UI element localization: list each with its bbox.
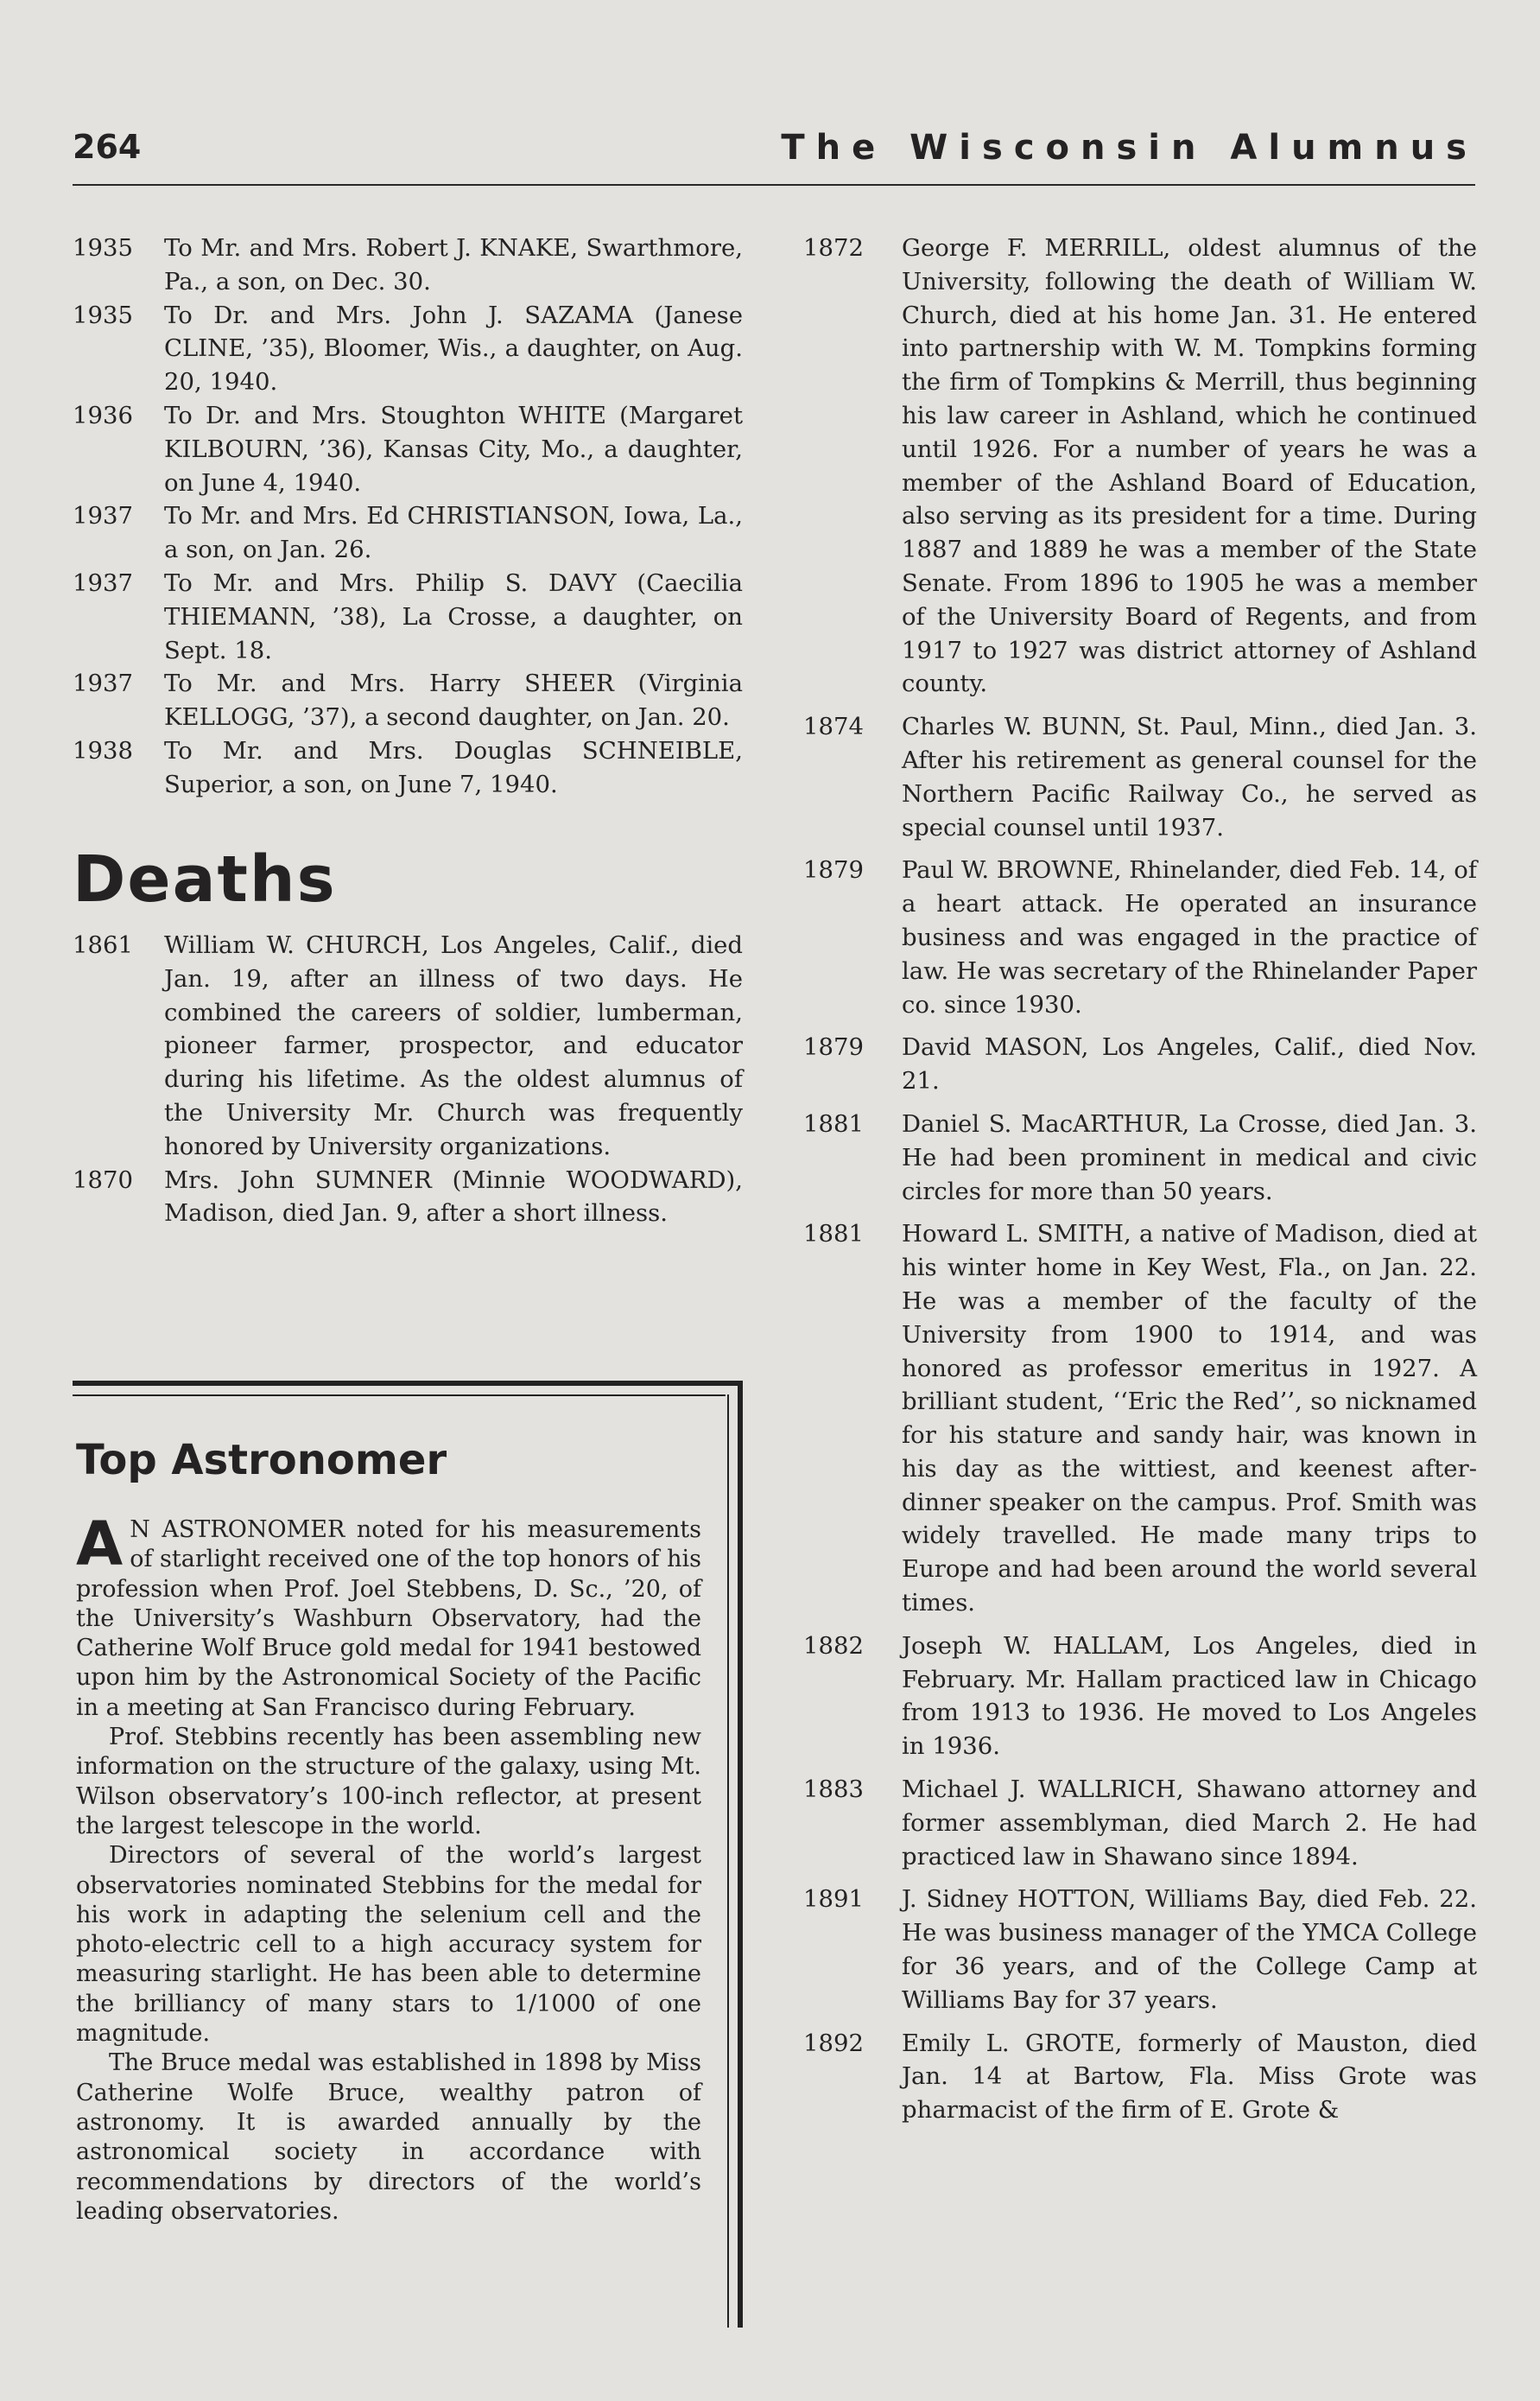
list-item <box>73 232 743 299</box>
sidebar-box <box>73 1381 743 2328</box>
entry-text: To Mr. and Mrs. Ed CHRISTIANSON, Iowa, La., a son, on Jan. 26. <box>164 502 743 564</box>
sidebar-paragraph <box>76 1509 701 1723</box>
entry-year: 1881 <box>803 1220 864 1248</box>
entry-text: Daniel S. MacARTHUR, La Crosse, died Jan. 3. He had been prominent in medical and civic circles for more than 50 years. <box>902 1109 1477 1205</box>
deaths-list-left <box>73 929 743 1230</box>
box-rule <box>73 1394 726 1396</box>
entry-text: Charles W. BUNN, St. Paul, Minn., died Jan. 3. After his retirement as general counsel for the Northern Pacific Railway Co., he served as special counsel until 1937. <box>902 713 1477 842</box>
entry-year: 1883 <box>803 1775 864 1804</box>
list-item <box>73 1164 743 1231</box>
left-column <box>73 232 743 1230</box>
right-column <box>803 232 1477 2137</box>
list-item <box>803 232 1477 701</box>
list-item <box>803 2027 1477 2127</box>
entry-year: 1882 <box>803 1631 864 1660</box>
entry-year: 1872 <box>803 234 864 262</box>
entry-year: 1879 <box>803 1033 864 1062</box>
sidebar-body <box>76 1509 701 2226</box>
entry-text: J. Sidney HOTTON, Williams Bay, died Feb. 22. He was business manager of the YMCA College for 36 years, and of the College Camp at Williams Bay for 37 years. <box>902 1885 1477 2014</box>
list-item <box>73 299 743 399</box>
entry-text: George F. MERRILL, oldest alumnus of the University, following the death of William W. Church, died at his home Jan. 31. He entered into partnership with W. M. Tompkins forming the firm of Tompkins & Merrill, thus beginning his law career in Ashland, which he continued until 1926. For a number of years he was a member of the Ashland Board of Education, also serving as its president for a time. During 1887 and 1889 he was a member of the State Senate. From 1896 to 1905 he was a member of the University Board of Regents, and from 1917 to 1927 was district attorney of Ashland county. <box>902 234 1477 698</box>
list-item <box>803 1108 1477 1208</box>
header-rule <box>73 184 1475 186</box>
entry-year: 1861 <box>73 931 133 959</box>
list-item <box>73 929 743 1164</box>
entry-year: 1870 <box>73 1166 133 1194</box>
births-list <box>73 232 743 802</box>
list-item <box>73 499 743 567</box>
list-item <box>803 1883 1477 2017</box>
entry-text: To Dr. and Mrs. Stoughton WHITE (Margaret KILBOURN, ’36), Kansas City, Mo., a daughter, on June 4, 1940. <box>164 401 743 497</box>
entry-text: David MASON, Los Angeles, Calif., died Nov. 21. <box>902 1033 1477 1096</box>
list-item <box>73 567 743 667</box>
entry-year: 1936 <box>73 401 133 429</box>
entry-text: To Mr. and Mrs. Douglas SCHNEIBLE, Superior, a son, on June 7, 1940. <box>164 736 743 798</box>
entry-text: To Mr. and Mrs. Robert J. KNAKE, Swarthmore, Pa., a son, on Dec. 30. <box>164 234 743 295</box>
list-item <box>73 734 743 802</box>
box-rule-vertical <box>727 1394 729 2328</box>
journal-title: The Wisconsin Alumnus <box>781 128 1478 168</box>
entry-year: 1937 <box>73 670 133 698</box>
drop-cap: A <box>76 1509 124 1579</box>
list-item <box>803 1629 1477 1763</box>
entry-year: 1935 <box>73 234 133 262</box>
entry-text: Emily L. GROTE, formerly of Mauston, died Jan. 14 at Bartow, Fla. Miss Grote was pharmacist of the firm of E. Grote & <box>902 2029 1477 2125</box>
sidebar-paragraph: The Bruce medal was established in 1898 by Miss Catherine Wolfe Bruce, wealthy patron of astronomy. It is awarded annually by the astronomical society in accordance with recommendations by directors of the world’s leading observatories. <box>76 2049 701 2225</box>
sidebar-title: Top Astronomer <box>76 1436 447 1484</box>
entry-year: 1874 <box>803 713 864 741</box>
deaths-heading: Deaths <box>73 842 337 917</box>
sidebar-lead-text: N ASTRONOMER noted for his measurements of starlight received one of the top honors of his profession when Prof. Joel Stebbens, D. Sc., ’20, of the University’s Washburn Observatory, had the Catherine Wolf Bruce gold medal for 1941 bestowed upon him by the Astronomical Society of the Pacific in a meeting at San Francisco during February. <box>76 1516 701 1721</box>
page-number: 264 <box>73 128 142 166</box>
entry-year: 1892 <box>803 2029 864 2057</box>
entry-year: 1937 <box>73 502 133 530</box>
entry-text: Michael J. WALLRICH, Shawano attorney and former assemblyman, died March 2. He had practiced law in Shawano since 1894. <box>902 1775 1477 1871</box>
entry-year: 1881 <box>803 1109 864 1138</box>
entry-text: To Mr. and Mrs. Philip S. DAVY (Caecilia THIEMANN, ’38), La Crosse, a daughter, on Sept. 18. <box>164 568 743 664</box>
entry-text: William W. CHURCH, Los Angeles, Calif., died Jan. 19, after an illness of two days. He combined the careers of soldier, lumberman, pioneer farmer, prospector, and educator during his lifetime. As the oldest alumnus of the University Mr. Church was frequently honored by University organizations. <box>164 931 743 1160</box>
list-item <box>803 854 1477 1021</box>
list-item <box>73 667 743 734</box>
list-item <box>803 1773 1477 1873</box>
entry-text: To Mr. and Mrs. Harry SHEER (Virginia KELLOGG, ’37), a second daughter, on Jan. 20. <box>164 670 743 732</box>
sidebar-paragraph: Directors of several of the world’s largest observatories nominated Stebbins for the medal for his work in adapting the selenium cell and the photo-electric cell to a high accuracy system for measuring starlight. He has been able to determine the brilliancy of many stars to 1/1000 of one magnitude. <box>76 1842 701 2048</box>
list-item <box>803 1217 1477 1620</box>
entry-text: Mrs. John SUMNER (Minnie WOODWARD), Madison, died Jan. 9, after a short illness. <box>164 1166 743 1228</box>
list-item <box>73 399 743 499</box>
entry-text: Howard L. SMITH, a native of Madison, died at his winter home in Key West, Fla., on Jan. 22. He was a member of the faculty of the University from 1900 to 1914, and was honored as professor emeritus in 1927. A brilliant student, ‘‘Eric the Red’’, so nicknamed for his stature and sandy hair, was known in his day as the wittiest, and keenest after-dinner speaker on the campus. Prof. Smith was widely travelled. He made many trips to Europe and had been around the world several times. <box>902 1220 1477 1617</box>
entry-year: 1935 <box>73 301 133 329</box>
entry-year: 1937 <box>73 568 133 597</box>
entry-year: 1938 <box>73 736 133 765</box>
entry-text: Paul W. BROWNE, Rhinelander, died Feb. 14, of a heart attack. He operated an insurance business and was engaged in the practice of law. He was secretary of the Rhinelander Paper co. since 1930. <box>902 856 1477 1019</box>
list-item <box>803 710 1477 844</box>
entry-year: 1891 <box>803 1885 864 1914</box>
entry-text: To Dr. and Mrs. John J. SAZAMA (Janese CLINE, ’35), Bloomer, Wis., a daughter, on Aug. 20, 1940. <box>164 301 743 397</box>
list-item <box>803 1031 1477 1098</box>
entry-year: 1879 <box>803 856 864 885</box>
sidebar-paragraph: Prof. Stebbins recently has been assembling new information on the structure of the galaxy, using Mt. Wilson observatory’s 100-inch reflector, at present the largest telescope in the world. <box>76 1724 701 1839</box>
entry-text: Joseph W. HALLAM, Los Angeles, died in February. Mr. Hallam practiced law in Chicago from 1913 to 1936. He moved to Los Angeles in 1936. <box>902 1631 1477 1761</box>
